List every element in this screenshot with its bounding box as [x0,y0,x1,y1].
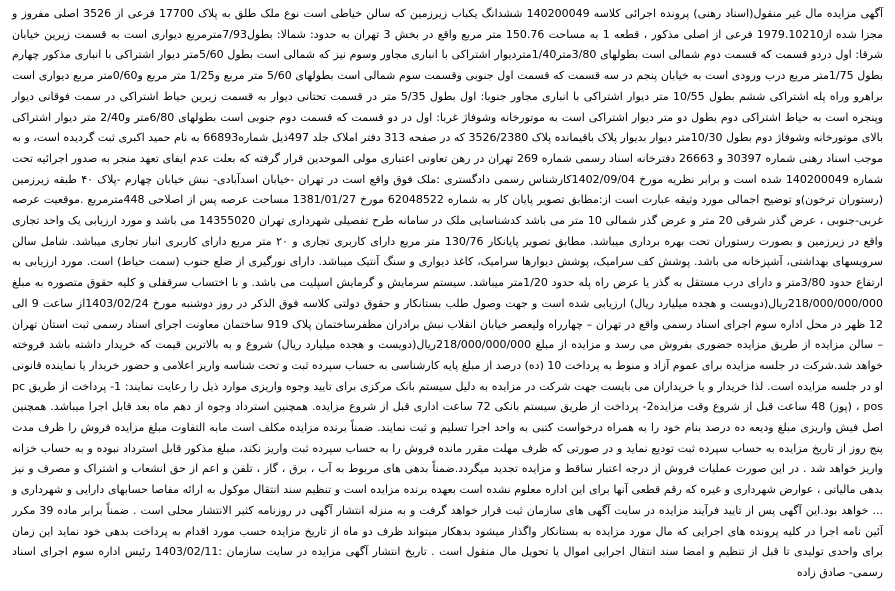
notice-body-text: آگهی مزایده مال غیر منقول(اسناد رهنی) پرونده اجرائی کلاسه 140200049 ششدانگ یکباب زیرزمین که سالن خیاطی است نوع ملک طلق به پلاک 17700 فرعی از 3526 اصلی مفروز و مجزا شده از1979.10210 فرعی از اصلی مذکور ، قطعه 1 به مساحت 150.76 متر مربع واقع در بخش 3 تهران به حدود: شمالا: بطول7/93مترمربع دیواری است به قسمت زیرین خیابان شرقا: اول دردو قسمت که قسمت دوم شمالی است بطولهای 3/80متر1/40متردیوار اشتراکی با انباری مجاور وسوم نیز که شمالی است بطول 5/60متر دیوار اشتراکی با انباری مذکور چهارم بطول 1/75متر مربع درب ورودی است به خیابان پنجم در سه قسمت که قسمت اول جنوبی وقسمت سوم شمالی است بطولهای 5/60 متر مربع و1/25 متر مربع و0/60متر مربع دیواری است براهرو وراه پله اشتراکی ششم بطول 10/55 متر دیوار اشتراکی با انباری مجاور جنوبا: اول بطول 5/35 متر در قسمت تحتانی دیوار به قسمت زیرین حیاط اشتراکی در سمت فوقانی دیوار وپنجره است به حیاط اشتراکی دوم بطول دو متر دیوار اشتراکی است به موتورخانه وشوفاژ غربا: اول در دو قسمت که قسمت دوم جنوبی است بطولهای 6/80متر و2/40 متر دیوار اشتراکی بالای موتورخانه وشوفاژ دوم بطول 10/30متر دیوار بدیوار پلاک باقیمانده پلاک 3526/2380 که در صفحه 313 دفتر املاک جلد 497ذیل شماره66893 به نام حمید اکبری ثبت گردیده است، و به موجب اسناد رهنی شماره 30397 و 26663 دفترخانه اسناد رسمی شماره 269 تهران در رهن تعاونی اعتباری مولی الموحدین قرار گرفته که بعلت عدم ایفای تعهد منجر به صدور اجرائیه تحت شماره 140200049 شده است و برابر نظریه مورخ 1402/09/04کارشناس رسمی دادگستری :ملک فوق واقع است در تهران -خیابان اسدآبادی- نبش خیابان چهارم -پلاک ۴۰ طبقه زیرزمین (رستوران ترخون)و توضیح اجمالی مورد وثیقه عبارت است از:مطابق تصویر پایان کار به شماره 62048522 مورخ 1381/01/27 مساحت عرصه پس از اصلاحی 448مترمربع .موقعیت عرصه غربی-جنوبی ، عرض گذر شرقی 20 متر و عرض گذر شمالی 10 متر می باشد کدشناسایی ملک در سامانه طرح تفصیلی شهرداری تهران 14355020 می باشد و مورد ارزیابی یک واحد تجاری واقع در زیرزمین و بصورت رستوران تحت بهره برداری میباشد. مطابق تصویر پایانکار 130/76 متر مربع دارای کاربری تجاری و ۲۰ متر مربع دارای کاربری انبار تجاری میباشد. شامل سالن سرویسهای بهداشتی، آشپزخانه می باشد. پوشش کف سرامیک، پوشش دیوارها سرامیک، کاغذ دیواری و سنگ آنتیک میباشد. دارای نورگیری از ضلع جنوب (سمت حیاط) است. مورد ارزیابی به ارتفاع حدود 3/80متر و دارای درب مستقل به گذر یا عرض راه پله حدود 1/20متر میباشد. سیستم سرمایش و گرمایش اسپلیت می باشد. و با اختساب سرقفلی و کلیه حقوق متصوره به مبلغ 218/000/000/000ریال(دویست و هجده میلیارد ریال) ارزیابی شده است و جهت وصول طلب بستانکار و حقوق دولتی کلاسه فوق الذکر در روز دوشنبه مورخ 1403/02/24از ساعت 9 الی 12 ظهر در محل اداره سوم اجرای اسناد رسمی واقع در تهران – چهارراه ولیعصر خیابان انقلاب نبش برادران مظفرساختمان پلاک 919 ساختمان معاونت اجرای اسناد رسمی ثبت استان تهران – سالن مزایده از طریق مزایده حضوری بفروش می رسد و مزایده از مبلغ 218/000/000/000ریال(دویست و هجده میلیارد ریال) شروع و به بالاترین قیمت که خریدار داشته باشد فروخته خواهد شد.شرکت در جلسه مزایده برای عموم آزاد و منوط به پرداخت 10 (ده) درصد از مبلغ پایه کارشناسی به حساب سپرده ثبت و تحت شناسه واریز اعلامی و حضور خریدار یا نماینده قانونی او در جلسه مزایده است. لذا خریدار و یا خریداران می بایست جهت شرکت در مزایده به دلیل سیستم بانک مرکزی برای تایید وجوه واریزی موارد ذیل را رعایت نمایند: 1- پرداخت از طریق pc pos ، (پوز) 48 ساعت قبل از شروع وقت مزایده2- پرداخت از طریق سیستم بانکی 72 ساعت اداری قبل از شروع مزایده. همچنین استرداد وجوه از دهم ماه بعد قابل اجرا میباشد. همچنین اصل فیش واریزی مبلغ ودیعه ده درصد بنام خود را به همراه درخواست کتبی به واحد اجرا تسلیم و ثبت نمایند. ضمناً برنده مزایده مکلف است مابه التفاوت مبلغ مزایده فروش را ظرف مدت پنج روز از تاریخ مزایده به حساب سپرده ثبت تودیع نماید و در صورتی که ظرف مهلت مقرر مانده فروش را به حساب سپرده ثبت واریز نکند، مبلغ مذکور قابل استرداد نبوده و به حساب خزانه واریز خواهد شد . در این صورت عملیات فروش از درجه اعتبار ساقط و مزایده تجدید میگردد.ضمناً بدهی های مربوط به آب ، برق ، گاز ، تلفن و اعم از حق انشعاب و اشتراک و مصرف و نیز بدهی مالیاتی ، عوارض شهرداری و غیره که رقم قطعی آنها برای این اداره معلوم نشده است بعهده برنده مزایده است و تنظیم سند انتقال موکول به ارائه مفاصا حسابهای دارایی و شهرداری و ... خواهد بود.این آگهی پس از تایید فرآیند مزایده در سایت آگهی های سازمان ثبت قرار خواهد گرفت و به منزله انتشار آگهی در روزنامه کثیر الانتشار محلی است . ضمناً برابر ماده 39 مکرر آئین نامه اجرا در کلیه پرونده های اجرایی که مال مورد مزایده به بستانکار واگذار میشود بدهکار میتواند ظرف دو ماه از تاریخ مزایده حسب مورد اقدام به پرداخت بدهی خود نماید این زمان برای واحدی تولیدی تا قبل از تنظیم و امضا سند انتقال اجرایی اموال یا تحویل مال منقول است . تاریخ انتشار آگهی مزایده در سایت سازمان :1403/02/11 رئیس اداره سوم اجرای اسناد رسمی- صادق زاده [12,7,884,579]
